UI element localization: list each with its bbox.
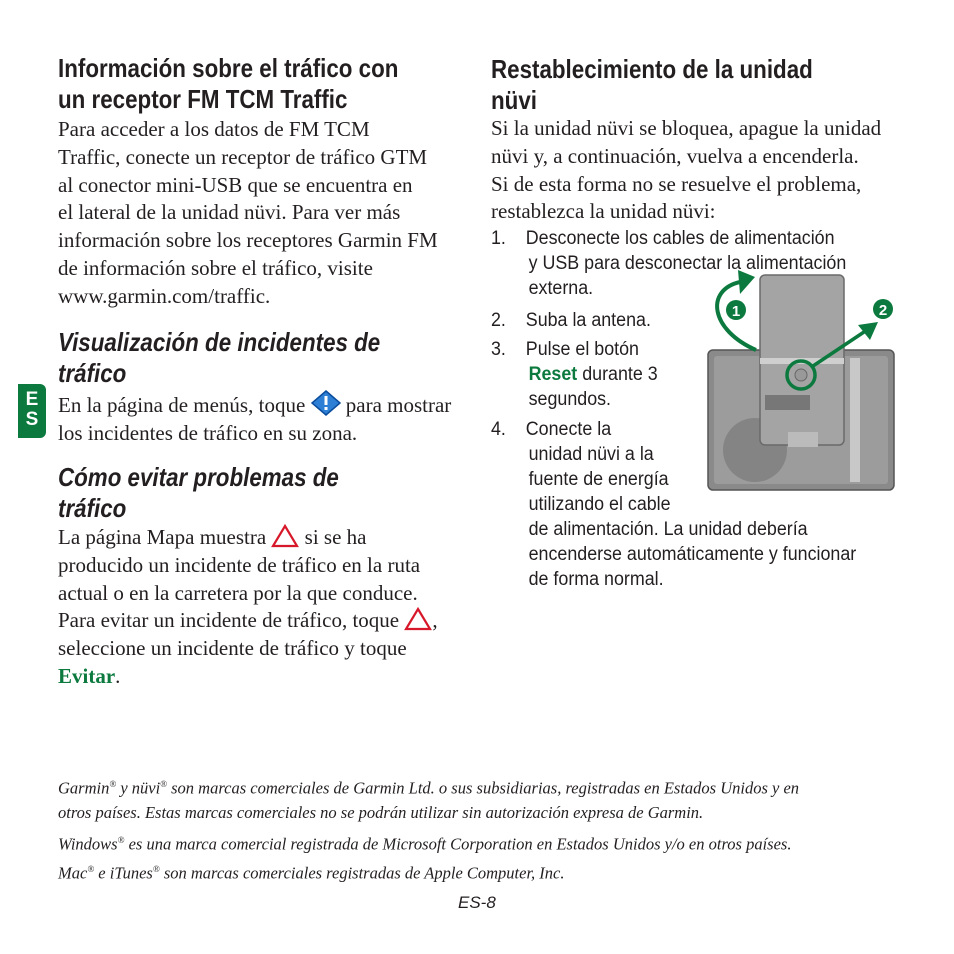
text: e iTunes: [94, 863, 153, 882]
heading-evitar-problemas: [58, 462, 339, 524]
traffic-warning-triangle-icon: [271, 524, 299, 548]
text-line: nüvi y, a continuación, vuelva a encenderla.: [491, 143, 859, 168]
text-line: de forma normal.: [528, 569, 664, 590]
text-line: información sobre los receptores Garmin FM: [58, 228, 438, 253]
text-line: externa.: [528, 278, 594, 299]
text-line: seleccione un incidente de tráfico y toque: [58, 636, 407, 661]
text-line: restablezca la unidad nüvi:: [491, 199, 716, 224]
heading-line: tráfico: [58, 358, 127, 388]
step-number: 1.: [491, 228, 506, 249]
paragraph-evitar: [58, 524, 438, 691]
page-number: ES-8: [458, 893, 496, 912]
tab-letter: S: [25, 409, 39, 430]
heading-restablecimiento: [491, 54, 813, 116]
text-line: Para acceder a los datos de FM TCM: [58, 117, 370, 141]
registered-mark: ®: [117, 835, 125, 845]
paragraph-visualizacion: [58, 390, 451, 448]
callout-2-label: 2: [878, 302, 888, 319]
text: son marcas comerciales registradas de Apple Computer, Inc.: [159, 863, 565, 882]
paragraph-restablecimiento: [491, 115, 881, 226]
text: durante 3: [582, 364, 658, 385]
heading-line: Visualización de incidentes de: [58, 327, 381, 357]
heading-line: nüvi: [491, 85, 537, 115]
text: si se ha: [304, 525, 367, 549]
text: En la página de menús, toque: [58, 393, 306, 417]
text-line: otros países. Estas marcas comerciales no se podrán utilizar sin autorización expresa de Garmin.: [58, 802, 704, 822]
text-line: www.garmin.com/traffic.: [58, 283, 271, 308]
callout-1-label: 1: [731, 303, 741, 320]
text-line: unidad nüvi a la: [528, 444, 654, 465]
text: Suba la antena.: [525, 310, 651, 331]
text: para mostrar: [345, 393, 452, 417]
heading-line: Cómo evitar problemas de: [58, 462, 339, 492]
step-3: [491, 337, 658, 412]
reset-label: Reset: [528, 364, 578, 385]
text-line: Si la unidad nüvi se bloquea, apague la unidad: [491, 116, 882, 140]
trademark-note-garmin: [58, 772, 799, 825]
text-line: los incidentes de tráfico en su zona.: [58, 420, 358, 445]
text-line: fuente de energía: [528, 469, 669, 490]
text-line: y USB para desconectar la alimentación: [528, 253, 847, 274]
text-line: el lateral de la unidad nüvi. Para ver más: [58, 200, 401, 225]
text-line: producido un incidente de tráfico en la ruta: [58, 552, 421, 577]
text-line: segundos.: [528, 389, 612, 410]
text-line: de alimentación. La unidad debería: [528, 519, 808, 540]
registered-mark: ®: [152, 863, 160, 874]
text-line: utilizando el cable: [528, 494, 671, 515]
text-line: actual o en la carretera por la que conduce.: [58, 580, 418, 605]
text-line: de información sobre el tráfico, visite: [58, 255, 373, 280]
heading-fm-tcm: [58, 53, 398, 115]
traffic-warning-triangle-icon: [404, 607, 432, 631]
text-line: al conector mini-USB que se encuentra en: [58, 172, 413, 197]
heading-line: Información sobre el tráfico con: [58, 53, 399, 83]
step-number: 3.: [491, 339, 506, 360]
text: y nüvi: [116, 778, 161, 798]
text: son marcas comerciales de Garmin Ltd. o sus subsidiarias, registradas en Estados Unidos y en: [167, 778, 800, 798]
text: La página Mapa muestra: [58, 525, 267, 549]
arrow-icon: [858, 322, 878, 340]
trademark-note-microsoft-apple: [58, 828, 791, 885]
text-line: Si de esta forma no se resuelve el problema,: [491, 171, 862, 196]
text: .: [115, 663, 121, 688]
text: Garmin: [58, 778, 110, 798]
text-line: Traffic, conecte un receptor de tráfico GTM: [58, 144, 428, 169]
heading-visualizacion: [58, 327, 380, 389]
text: Mac: [58, 863, 88, 882]
step-number: 4.: [491, 419, 506, 440]
arrow-icon: [738, 270, 755, 294]
registered-mark: ®: [87, 863, 95, 874]
step-2: [491, 308, 651, 333]
text: Pulse el botón: [525, 339, 639, 360]
text: Para evitar un incidente de tráfico, toque: [58, 608, 400, 633]
evitar-label: Evitar: [58, 663, 116, 688]
step-number: 2.: [491, 310, 506, 331]
registered-mark: ®: [160, 779, 168, 789]
text: Conecte la: [525, 419, 612, 440]
heading-line: tráfico: [58, 493, 127, 523]
registered-mark: ®: [109, 779, 117, 789]
nuvi-device-illustration: [700, 250, 930, 500]
text: Windows: [58, 834, 118, 854]
text: es una marca comercial registrada de Microsoft Corporation en Estados Unidos y/o en otros países.: [124, 834, 792, 854]
heading-line: un receptor FM TCM Traffic: [58, 84, 348, 114]
language-tab-es: [18, 384, 46, 438]
text: Desconecte los cables de alimentación: [525, 228, 835, 249]
traffic-alert-diamond-icon: [311, 390, 341, 416]
text: ,: [432, 608, 438, 633]
tab-letter: E: [25, 389, 39, 410]
paragraph-fm-tcm: [58, 116, 438, 311]
heading-line: Restablecimiento de la unidad: [491, 54, 813, 84]
text-line: encenderse automáticamente y funcionar: [528, 544, 857, 565]
